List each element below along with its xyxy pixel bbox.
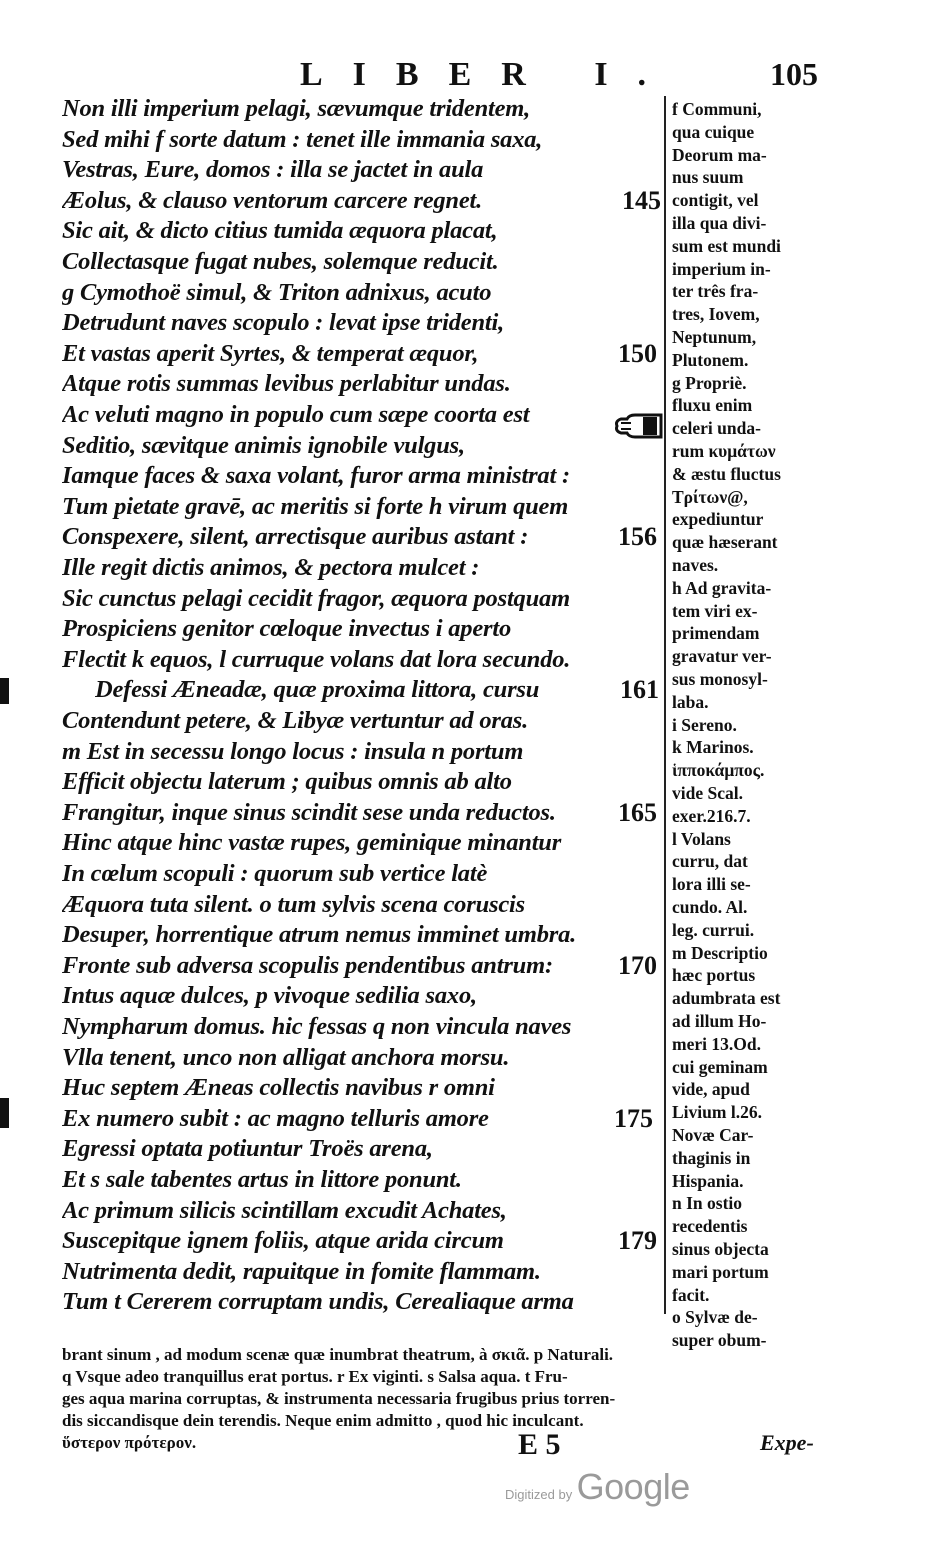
- verse-line: Nutrimenta dedit, rapuitque in fomite flammam.: [62, 1257, 541, 1285]
- verse-line-number: 165: [618, 797, 657, 827]
- margin-note-line: Τρίτων@,: [672, 486, 748, 507]
- margin-note-line: sinus objecta: [672, 1239, 769, 1259]
- verse-line-number: 150: [618, 338, 657, 368]
- margin-note-line: Novæ Car-: [672, 1125, 754, 1145]
- margin-note-line: cui geminam: [672, 1056, 768, 1077]
- margin-note-line: vide, apud: [672, 1079, 750, 1100]
- verse-line: Intus aquæ dulces, p vivoque sedilia saxo,: [62, 982, 477, 1010]
- verse-line-number: 156: [618, 522, 657, 552]
- margin-note-line: super obum-: [672, 1330, 767, 1351]
- margin-note-line: naves.: [672, 555, 719, 575]
- verse-line-number: 175: [614, 1103, 653, 1133]
- margin-note-line: sum est mundi: [672, 235, 781, 256]
- margin-note-line: primendam: [672, 623, 760, 644]
- verse-line: Ex numero subit : ac magno telluris amore: [62, 1104, 489, 1132]
- verse-line: Fronte sub adversa scopulis pendentibus antrum:: [62, 951, 553, 979]
- margin-note-line: h Ad gravita-: [672, 577, 772, 598]
- verse-line: Suscepitque ignem foliis, atque arida circum: [62, 1227, 504, 1255]
- verse-line: In cœlum scopuli : quorum sub vertice latè: [62, 860, 488, 887]
- margin-note-line: qua cuique: [672, 121, 755, 142]
- footnote-line: ges aqua marina corruptas, & instrumenta necessaria frugibus prius torren-: [62, 1389, 616, 1408]
- digitization-watermark: [505, 1466, 690, 1508]
- margin-note-line: celeri unda-: [672, 418, 761, 439]
- margin-note-line: expediuntur: [672, 509, 764, 530]
- footnote-line: ὕστερον πρότερον.: [62, 1433, 197, 1452]
- margin-note-line: Neptunum,: [672, 327, 757, 347]
- verse-line: Non illi imperium pelagi, sævumque tridentem,: [62, 95, 531, 122]
- verse-line: Desuper, horrentique atrum nemus imminet umbra.: [62, 921, 577, 949]
- footnote-line: q Vsque adeo tranquillus erat portus. r Ex viginti. s Salsa aqua. t Fru-: [62, 1367, 568, 1386]
- margin-note-line: exer.216.7.: [672, 805, 751, 826]
- verse-line-number: 161: [620, 675, 659, 705]
- footnote-line: dis siccandisque dein terendis. Neque enim admitto , quod hic inculcant.: [62, 1411, 584, 1430]
- margin-note-line: ter três fra-: [672, 281, 759, 302]
- margin-note-line: curru, dat: [672, 851, 748, 872]
- margin-note-line: recedentis: [672, 1216, 748, 1237]
- margin-note-line: l Volans: [672, 828, 731, 849]
- margin-note-line: tres, Iovem,: [672, 304, 760, 325]
- margin-note-line: illa qua divi-: [672, 213, 767, 233]
- verse-line-number: 170: [618, 950, 657, 980]
- verse-line: g Cymothoë simul, & Triton adnixus, acuto: [62, 278, 492, 306]
- catchword: Expe-: [760, 1430, 814, 1455]
- margin-note-line: thaginis in: [672, 1147, 751, 1168]
- verse-line: Et vastas aperit Syrtes, & temperat æquor,: [62, 339, 479, 367]
- verse-line: Æquora tuta silent. o tum sylvis scena coruscis: [62, 890, 525, 918]
- margin-note-line: gravatur ver-: [672, 646, 772, 667]
- verse-line: Flectit k equos, l curruque volans dat lora secundo.: [62, 645, 571, 673]
- margin-note-line: fluxu enim: [672, 395, 753, 416]
- verse-line: Tum t Cererem corruptam undis, Cerealiaque arma: [62, 1288, 574, 1316]
- watermark-brand: Google: [576, 1466, 690, 1507]
- verse-line: Hinc atque hinc vastæ rupes, geminique minantur: [62, 829, 562, 857]
- margin-note-line: adumbrata est: [672, 988, 781, 1009]
- verse-line: Tum pietate gravē, ac meritis si forte h virum quem: [62, 492, 569, 520]
- margin-note-line: o Sylvæ de-: [672, 1307, 758, 1328]
- margin-note-line: tem viri ex-: [672, 600, 758, 621]
- verse-line: Collectasque fugat nubes, solemque reducit.: [62, 248, 499, 275]
- margin-note-line: n In ostio: [672, 1193, 743, 1214]
- verse-line: Atque rotis summas levibus perlabitur undas.: [62, 370, 511, 398]
- page-number: 105: [770, 56, 818, 92]
- verse-line: Sic ait, & dicto citius tumida æquora placat,: [62, 217, 498, 245]
- margin-note-line: laba.: [672, 691, 709, 712]
- verse-line-number: 145: [622, 185, 661, 215]
- verse-line: Prospiciens genitor cœloque invectus i aperto: [62, 615, 511, 643]
- verse-line: Sed mihi f sorte datum : tenet ille immania saxa,: [62, 125, 543, 153]
- pointing-hand-icon: [613, 409, 663, 443]
- margin-note-line: m Descriptio: [672, 942, 768, 963]
- verse-line: Egressi optata potiuntur Troës arena,: [62, 1135, 433, 1163]
- verse-line: Efficit objectu laterum ; quibus omnis ab alto: [62, 768, 512, 796]
- margin-note-line: ἱπποκάμπος.: [672, 760, 765, 781]
- margin-note-line: vide Scal.: [672, 783, 743, 803]
- margin-note-line: meri 13.Od.: [672, 1033, 761, 1054]
- margin-note-line: quæ hæserant: [672, 532, 778, 553]
- verse-line: Nympharum domus. hic fessas q non vincula naves: [62, 1013, 572, 1040]
- verse-line: Vlla tenent, unco non alligat anchora morsu.: [62, 1043, 510, 1071]
- verse-line: Sic cunctus pelagi cecidit fragor, æquora postquam: [62, 584, 570, 612]
- margin-note-line: i Sereno.: [672, 714, 737, 735]
- verse-line: Ac veluti magno in populo cum sæpe coorta est: [62, 401, 530, 428]
- margin-note-line: nus suum: [672, 167, 744, 188]
- verse-line: Seditio, sævitque animis ignobile vulgus,: [62, 431, 465, 459]
- verse-line: Contendunt petere, & Libyæ vertuntur ad oras.: [62, 707, 529, 734]
- margin-note-line: Livium l.26.: [672, 1102, 762, 1123]
- running-head: LIBER I.: [300, 56, 677, 93]
- column-divider: [664, 96, 666, 1314]
- margin-note-line: facit.: [672, 1284, 710, 1305]
- verse-line: Iamque faces & saxa volant, furor arma ministrat :: [62, 462, 570, 490]
- margin-note-line: imperium in-: [672, 258, 771, 279]
- verse-line: Conspexere, silent, arrectisque auribus astant :: [62, 523, 529, 551]
- margin-note-line: lora illi se-: [672, 874, 751, 895]
- margin-note-line: hæc portus: [672, 965, 756, 986]
- margin-note-line: rum κυμάτων: [672, 441, 776, 461]
- margin-note-line: Deorum ma-: [672, 144, 767, 165]
- margin-mark: [0, 1098, 9, 1128]
- footnote-line: brant sinum , ad modum scenæ quæ inumbrat theatrum, à σκιᾶ. p Naturali.: [62, 1345, 614, 1364]
- verse-line: Ac primum silicis scintillam excudit Achates,: [62, 1196, 507, 1224]
- verse-line: Frangitur, inque sinus scindit sese unda reductos.: [62, 798, 556, 826]
- verse-line: Ille regit dictis animos, & pectora mulcet :: [62, 554, 480, 581]
- margin-note-line: contigit, vel: [672, 190, 759, 211]
- margin-note-line: k Marinos.: [672, 737, 754, 758]
- verse-line: Huc septem Æneas collectis navibus r omni: [62, 1074, 495, 1102]
- signature-mark: E 5: [518, 1428, 561, 1461]
- margin-note-line: & æstu fluctus: [672, 463, 781, 484]
- verse-line: Defessi Æneadæ, quæ proxima littora, cursu: [95, 676, 540, 704]
- watermark-prefix: Digitized by: [505, 1487, 573, 1502]
- margin-note-line: Hispania.: [672, 1170, 744, 1191]
- margin-note-line: sus monosyl-: [672, 669, 768, 689]
- margin-note-line: f Communi,: [672, 99, 762, 119]
- verse-line: Et s sale tabentes artus in littore ponunt.: [62, 1166, 462, 1193]
- margin-note-line: Plutonem.: [672, 349, 749, 370]
- verse-line-number: 179: [618, 1226, 657, 1256]
- margin-note-line: mari portum: [672, 1261, 769, 1282]
- verse-line: Detrudunt naves scopulo : levat ipse tridenti,: [62, 309, 505, 337]
- verse-line: Vestras, Eure, domos : illa se jactet in aula: [62, 156, 484, 184]
- margin-note-line: cundo. Al.: [672, 897, 748, 917]
- margin-note-line: g Propriè.: [672, 372, 747, 393]
- margin-note-line: leg. currui.: [672, 919, 755, 940]
- margin-note-line: ad illum Ho-: [672, 1011, 767, 1031]
- verse-line: Æolus, & clauso ventorum carcere regnet.: [62, 186, 483, 214]
- margin-mark: [0, 678, 9, 704]
- verse-line: m Est in secessu longo locus : insula n portum: [62, 737, 524, 765]
